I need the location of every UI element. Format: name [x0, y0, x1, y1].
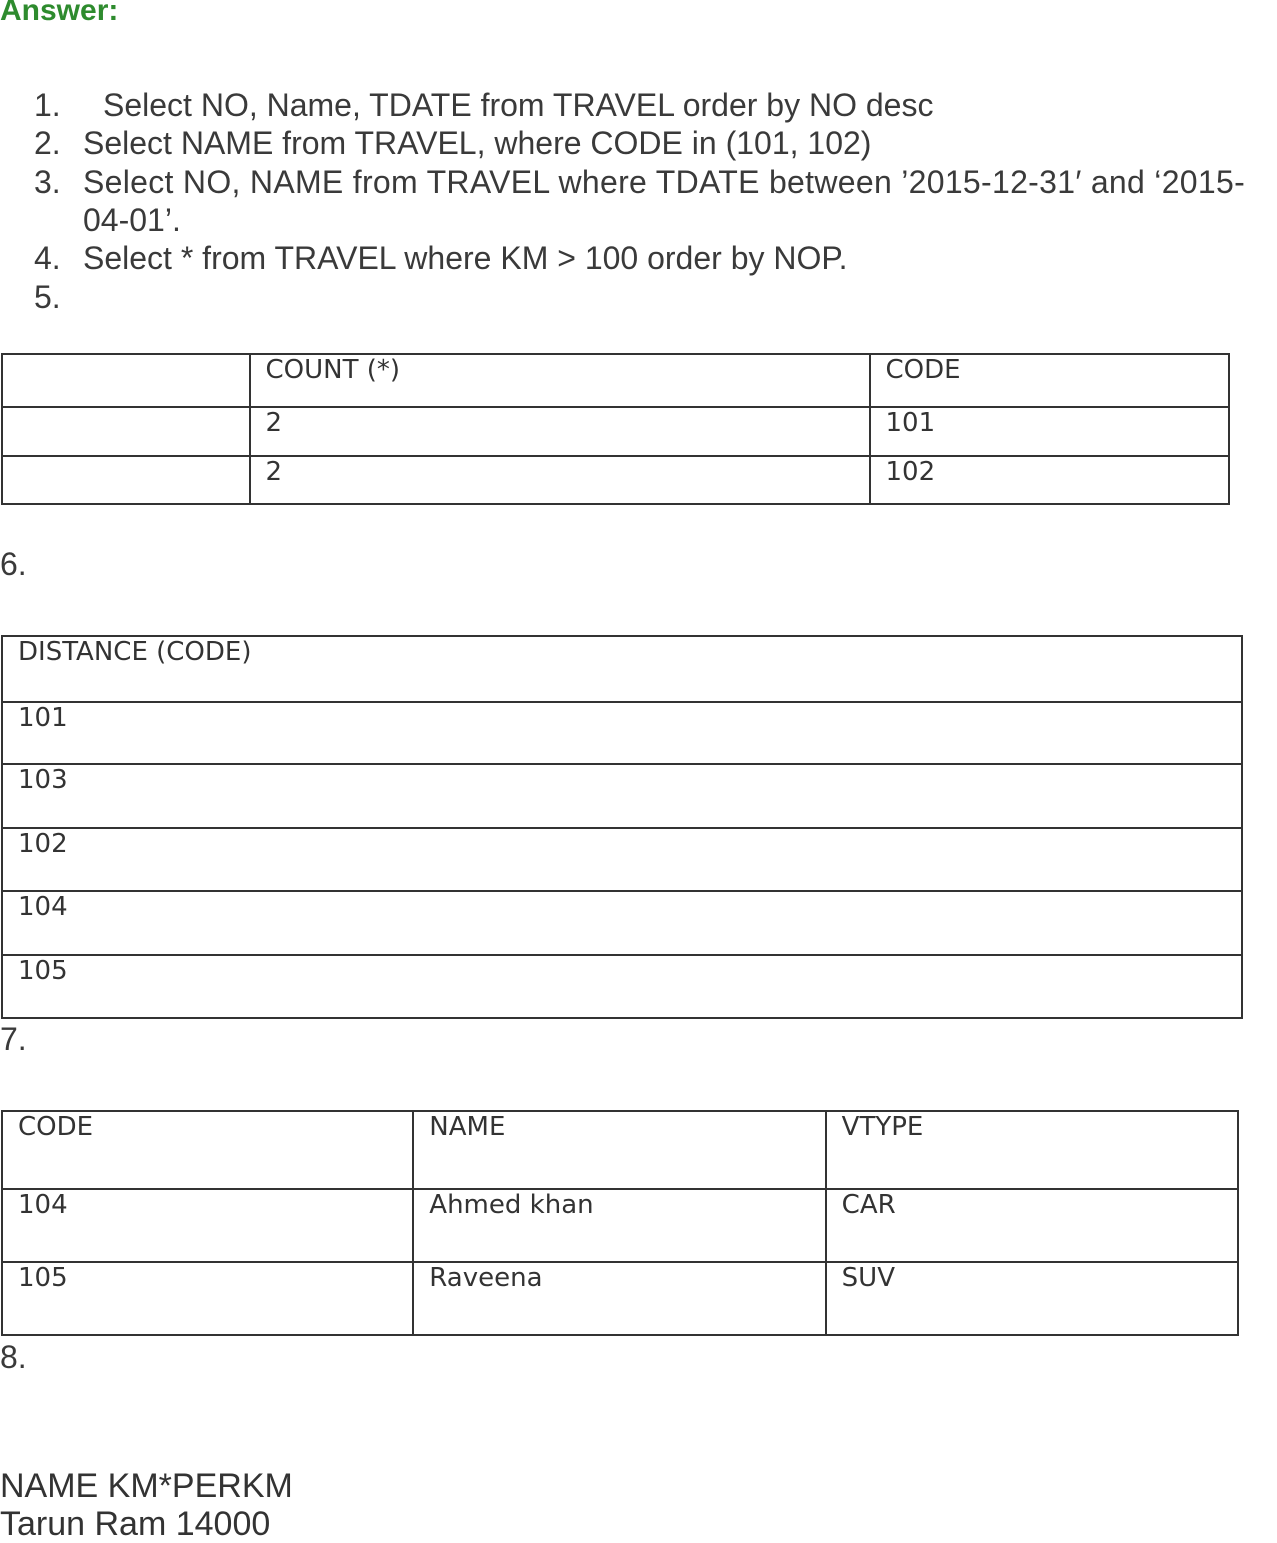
answer-heading: Answer:	[0, 0, 119, 27]
table-row	[2, 955, 1242, 1018]
table-header-cell: CODE	[2, 1111, 413, 1189]
table-cell: SUV	[826, 1262, 1238, 1335]
table-row	[2, 891, 1242, 955]
table-row	[2, 407, 1229, 456]
table-row	[2, 1262, 1238, 1335]
table-cell: 102	[870, 456, 1229, 504]
vehicle-table	[1, 1110, 1239, 1336]
table-cell: 2	[250, 456, 870, 504]
query-text: Select NAME from TRAVEL, where CODE in (101, 102)	[83, 125, 872, 161]
table-header-cell: CODE	[870, 354, 1229, 407]
table-header-row	[2, 354, 1229, 407]
table-cell: 105	[2, 955, 1242, 1018]
table-cell: 105	[2, 1262, 413, 1335]
table-row	[2, 1189, 1238, 1262]
table-row	[2, 456, 1229, 504]
table-cell: 104	[2, 891, 1242, 955]
query-number: 1.	[34, 87, 61, 123]
table-cell: CAR	[826, 1189, 1238, 1262]
table-row	[2, 764, 1242, 828]
table-cell: 103	[2, 764, 1242, 828]
query-text: Select * from TRAVEL where KM > 100 order by NOP.	[83, 240, 848, 276]
query-number: 4.	[34, 240, 61, 276]
table-cell: 101	[2, 702, 1242, 764]
table-cell: Ahmed khan	[413, 1189, 825, 1262]
label-7: 7.	[0, 1021, 27, 1057]
table-header-cell: VTYPE	[826, 1111, 1238, 1189]
query-text-continued: 04-01’.	[83, 202, 181, 238]
table-header-row	[2, 636, 1242, 702]
table-cell: 101	[870, 407, 1229, 456]
table-row	[2, 702, 1242, 764]
query-number: 5.	[34, 279, 61, 315]
distance-table	[1, 635, 1243, 1019]
table-header-cell: DISTANCE (CODE)	[2, 636, 1242, 702]
label-8: 8.	[0, 1339, 27, 1375]
table-cell: 102	[2, 828, 1242, 891]
query-text: Select NO, Name, TDATE from TRAVEL order by NO desc	[103, 87, 934, 123]
result-header: NAME KM*PERKM	[0, 1467, 293, 1505]
query-number: 2.	[34, 125, 61, 161]
table-cell	[2, 456, 250, 504]
table-header-cell	[2, 354, 250, 407]
table-header-row	[2, 1111, 1238, 1189]
label-6: 6.	[0, 546, 27, 582]
table-header-cell: COUNT (*)	[250, 354, 870, 407]
result-row: Tarun Ram 14000	[0, 1505, 271, 1543]
query-text: Select NO, NAME from TRAVEL where TDATE between ’2015-12-31′ and ‘2015-	[83, 164, 1246, 200]
count-table	[1, 353, 1230, 505]
table-cell: 2	[250, 407, 870, 456]
table-cell	[2, 407, 250, 456]
table-header-cell: NAME	[413, 1111, 825, 1189]
table-row	[2, 828, 1242, 891]
query-number: 3.	[34, 164, 61, 200]
table-cell: 104	[2, 1189, 413, 1262]
table-cell: Raveena	[413, 1262, 825, 1335]
